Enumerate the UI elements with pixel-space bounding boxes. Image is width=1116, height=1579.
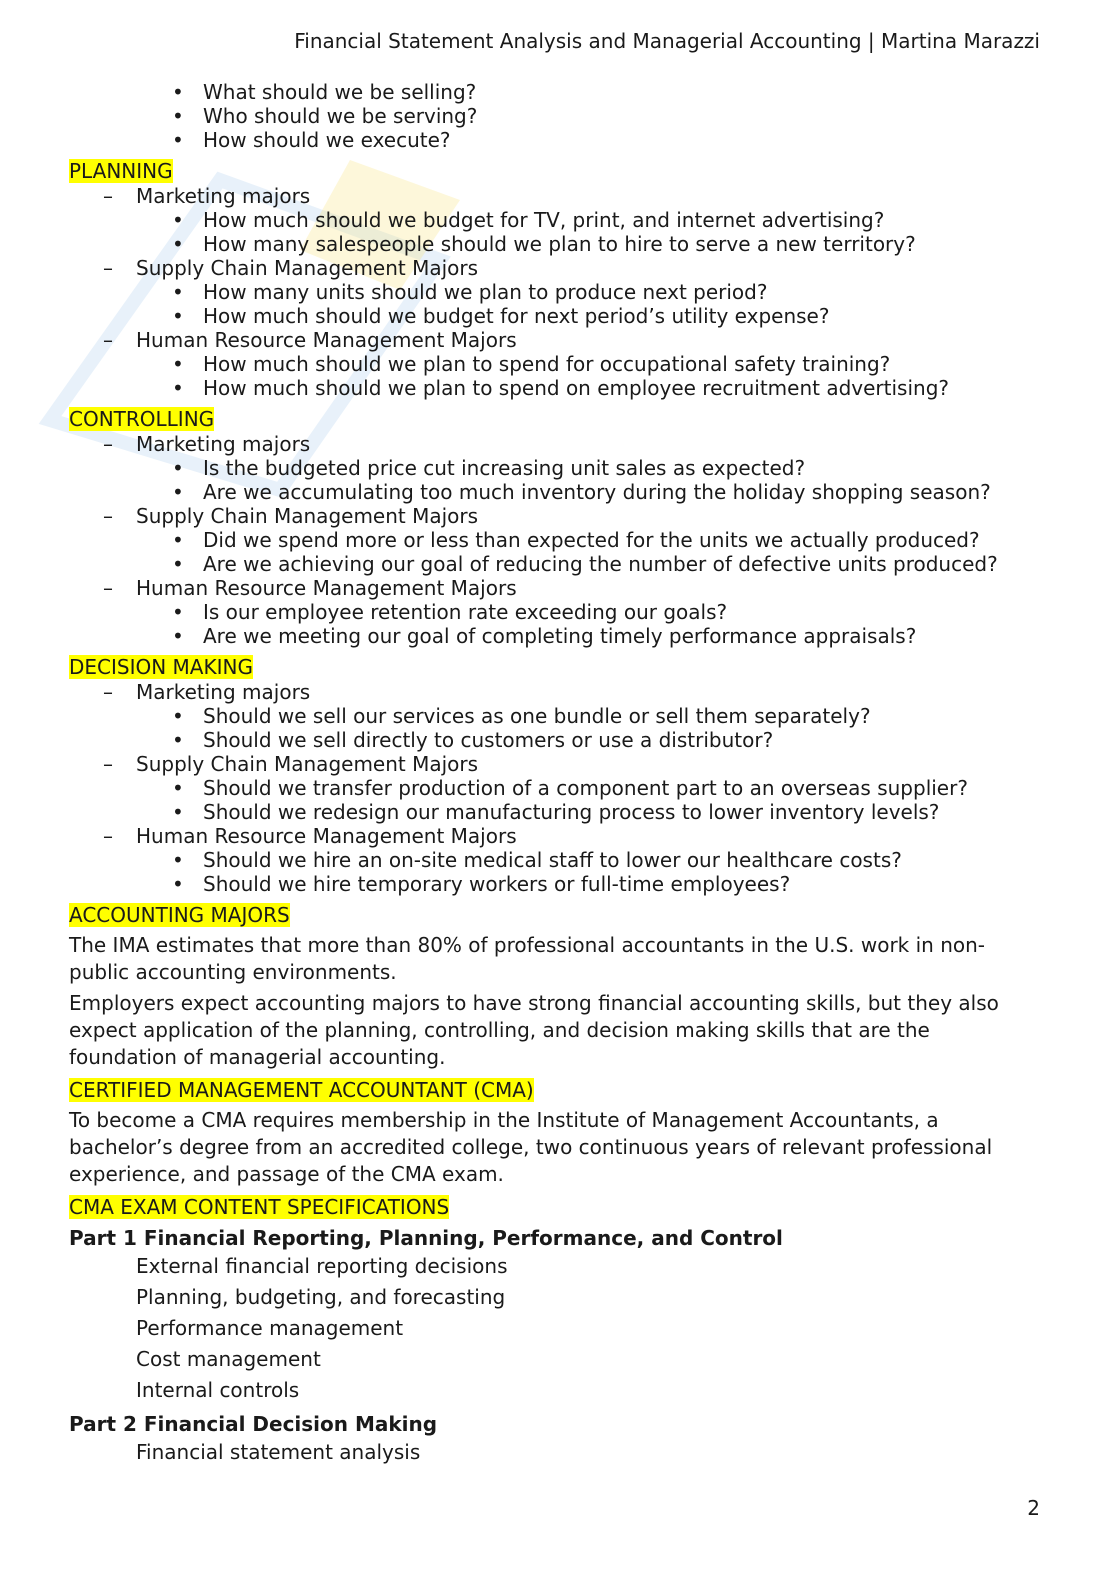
group-label: – Supply Chain Management Majors <box>103 752 479 776</box>
list-item: • Should we hire an on-site medical staff to lower our healthcare costs? <box>69 848 1049 872</box>
list-item: • Are we accumulating too much inventory during the holiday shopping season? <box>69 480 1049 504</box>
section-heading-planning: PLANNING <box>69 159 173 183</box>
list-item: • Should we redesign our manufacturing process to lower inventory levels? <box>69 800 1049 824</box>
list-item: • Should we sell our services as one bundle or sell them separately? <box>69 704 1049 728</box>
list-item: • How much should we budget for TV, print, and internet advertising? <box>69 208 1049 232</box>
section-heading-exam-specs: CMA EXAM CONTENT SPECIFICATIONS <box>69 1195 450 1219</box>
list-item: • How many units should we plan to produce next period? <box>69 280 1049 304</box>
group-label: – Marketing majors <box>103 432 311 456</box>
list-item: • Who should we be serving? <box>69 104 1049 128</box>
list-item: • Should we sell directly to customers or use a distributor? <box>69 728 1049 752</box>
list-item: • Is our employee retention rate exceeding our goals? <box>69 600 1049 624</box>
group-label: – Supply Chain Management Majors <box>103 504 479 528</box>
list-item: External financial reporting decisions <box>136 1254 508 1278</box>
list-item: Financial statement analysis <box>136 1440 421 1464</box>
section-heading-cma: CERTIFIED MANAGEMENT ACCOUNTANT (CMA) <box>69 1078 534 1102</box>
section-heading-decision-making: DECISION MAKING <box>69 655 253 679</box>
section-heading-controlling: CONTROLLING <box>69 407 215 431</box>
list-item: • Is the budgeted price cut increasing unit sales as expected? <box>69 456 1049 480</box>
section-heading-accounting-majors: ACCOUNTING MAJORS <box>69 903 290 927</box>
list-item: • Did we spend more or less than expected for the units we actually produced? <box>69 528 1049 552</box>
list-item: Planning, budgeting, and forecasting <box>136 1285 506 1309</box>
part-heading: Part 1 Financial Reporting, Planning, Performance, and Control <box>69 1226 783 1250</box>
list-item: • How much should we plan to spend on employee recruitment advertising? <box>69 376 1049 400</box>
list-item: • Should we transfer production of a component part to an overseas supplier? <box>69 776 1049 800</box>
list-item: • How should we execute? <box>69 128 1049 152</box>
list-item: Performance management <box>136 1316 404 1340</box>
paragraph: Employers expect accounting majors to have strong financial accounting skills, but they also expect application of the planning, controlling, and decision making skills that are the foundation of managerial accounting. <box>69 991 999 1069</box>
list-item: • How much should we plan to spend for occupational safety training? <box>69 352 1049 376</box>
page-header: Financial Statement Analysis and Managerial Accounting | Martina Marazzi <box>294 29 1040 53</box>
group-label: – Human Resource Management Majors <box>103 576 517 600</box>
group-label: – Human Resource Management Majors <box>103 824 517 848</box>
list-item: • Are we achieving our goal of reducing the number of defective units produced? <box>69 552 1049 576</box>
paragraph: The IMA estimates that more than 80% of professional accountants in the U.S. work in non-public accounting environments. <box>69 933 986 984</box>
group-label: – Marketing majors <box>103 184 311 208</box>
list-item: Internal controls <box>136 1378 300 1402</box>
group-label: – Human Resource Management Majors <box>103 328 517 352</box>
part-heading: Part 2 Financial Decision Making <box>69 1412 438 1436</box>
paragraph: To become a CMA requires membership in the Institute of Management Accountants, a bachelor’s degree from an accredited college, two continuous years of relevant professional experience, and passage of the CMA exam. <box>69 1108 993 1186</box>
group-label: – Marketing majors <box>103 680 311 704</box>
document-body <box>69 80 1049 1468</box>
group-label: – Supply Chain Management Majors <box>103 256 479 280</box>
list-item: • How much should we budget for next period’s utility expense? <box>69 304 1049 328</box>
page-number: 2 <box>1027 1496 1040 1520</box>
list-item: • Are we meeting our goal of completing timely performance appraisals? <box>69 624 1049 648</box>
list-item: • Should we hire temporary workers or full-time employees? <box>69 872 1049 896</box>
list-item: Cost management <box>136 1347 321 1371</box>
list-item: • How many salespeople should we plan to hire to serve a new territory? <box>69 232 1049 256</box>
list-item: • What should we be selling? <box>69 80 1049 104</box>
